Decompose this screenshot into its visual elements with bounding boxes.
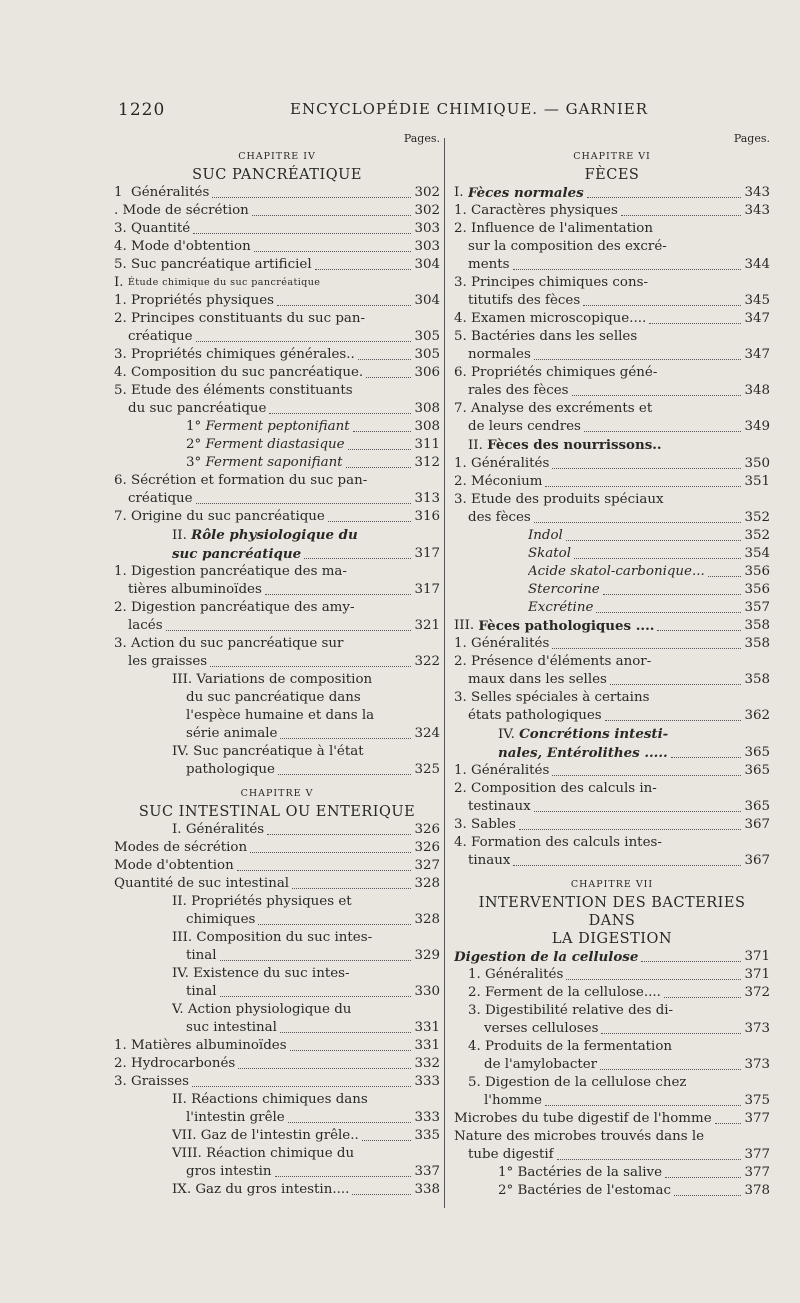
toc-entry-cont: l'homme 375 [484, 1093, 770, 1108]
toc-entry: 6. Sécrétion et formation du suc pan- [114, 473, 368, 488]
chapter-title: INTERVENTION DES BACTERIES DANS [478, 895, 746, 929]
pages-label: Pages. [403, 132, 440, 145]
toc-section-heading: III. Variations de composition [172, 672, 373, 687]
toc-section-heading: IX. Gaz du gros intestin.... 338 [172, 1182, 440, 1197]
toc-entry: 3° Ferment saponifiant 312 [186, 455, 440, 470]
toc-entry-cont: normales 347 [468, 347, 770, 362]
toc-entry-cont: du suc pancréatique 308 [128, 401, 440, 416]
toc-entry: I. Généralités 326 [172, 822, 440, 837]
toc-section-heading: IV. Suc pancréatique à l'état [172, 744, 364, 759]
toc-entry: Skatol 354 [528, 546, 770, 561]
toc-entry: 4. Mode d'obtention 303 [114, 239, 440, 254]
toc-entry: 1. Généralités 365 [454, 763, 770, 778]
toc-entry-cont: de leurs cendres 349 [468, 419, 770, 434]
toc-section-heading: VIII. Réaction chimique du [172, 1146, 355, 1161]
toc-entry: Microbes du tube digestif de l'homme 377 [454, 1111, 770, 1126]
toc-entry: 4. Composition du suc pancréatique. 306 [114, 365, 440, 380]
toc-entry-cont: du suc pancréatique dans [186, 690, 361, 705]
running-head [0, 100, 800, 124]
toc-entry: 3. Action du suc pancréatique sur [114, 636, 344, 651]
toc-entry-cont: gros intestin 337 [186, 1164, 440, 1179]
chapter-title-line2: LA DIGESTION [551, 931, 673, 947]
toc-section-heading: II. Réactions chimiques dans [172, 1092, 368, 1107]
pages-label: Pages. [733, 132, 770, 145]
toc-entry-cont: lacés 321 [128, 618, 440, 633]
toc-entry: 2. Méconium 351 [454, 474, 770, 489]
toc-entry: 4. Examen microscopique.... 347 [454, 311, 770, 326]
chapter-title: SUC INTESTINAL OU ENTERIQUE [138, 804, 416, 820]
toc-section-heading: IV. Existence du suc intes- [172, 966, 350, 981]
toc-entry: Acide skatol-carbonique... 356 [528, 564, 770, 579]
toc-entry: 2. Digestion pancréatique des amy- [114, 600, 355, 615]
toc-entry-cont: créatique 305 [128, 329, 440, 344]
toc-entry-cont: créatique 313 [128, 491, 440, 506]
toc-entry: 3. Graisses 333 [114, 1074, 440, 1089]
toc-entry: Nature des microbes trouvés dans le [454, 1129, 705, 1144]
toc-entry: 1. Généralités 350 [454, 456, 770, 471]
toc-entry: 5. Bactéries dans les selles [454, 329, 638, 344]
toc-section-heading: II. Propriétés physiques et [172, 894, 352, 909]
toc-entry-cont: l'espèce humaine et dans la [186, 708, 375, 723]
toc-entry: 3. Etude des produits spéciaux [454, 492, 664, 507]
toc-entry: 4. Formation des calculs intes- [454, 835, 662, 850]
chapter-title: SUC PANCRÉATIQUE [192, 167, 362, 183]
toc-entry-cont: tinal 330 [186, 984, 440, 999]
chapter-label: CHAPITRE IV [238, 151, 316, 162]
right-column [454, 130, 770, 1200]
toc-entry-cont: nales, Entérolithes ..... 365 [498, 745, 770, 761]
toc-section-heading: V. Action physiologique du [172, 1002, 352, 1017]
column-divider [444, 138, 445, 1208]
toc-entry-cont: chimiques 328 [186, 912, 440, 927]
toc-entry: 1. Digestion pancréatique des ma- [114, 564, 347, 579]
toc-entry: 7. Analyse des excréments et [454, 401, 653, 416]
toc-entry: 2. Hydrocarbonés 332 [114, 1056, 440, 1071]
toc-entry: 5. Etude des éléments constituants [114, 383, 353, 398]
left-column [114, 130, 440, 1199]
toc-entry: Quantité de suc intestinal 328 [114, 876, 440, 891]
chapter-label: CHAPITRE VII [570, 879, 654, 890]
running-title: ENCYCLOPÉDIE CHIMIQUE. — GARNIER [290, 100, 649, 118]
toc-entry: 2. Ferment de la cellulose.... 372 [468, 985, 770, 1000]
toc-entry: 2. Présence d'éléments anor- [454, 654, 652, 669]
toc-entry-cont: suc pancréatique 317 [172, 546, 440, 562]
toc-entry: 1. Propriétés physiques 304 [114, 293, 440, 308]
toc-section-heading: VII. Gaz de l'intestin grêle.. 335 [172, 1128, 440, 1143]
chapter-title: FÈCES [584, 167, 640, 183]
toc-entry: 2. Principes constituants du suc pan- [114, 311, 366, 326]
toc-entry: 2. Influence de l'alimentation [454, 221, 653, 236]
toc-entry-cont: pathologique 325 [186, 762, 440, 777]
toc-entry: 1. Généralités 371 [468, 967, 770, 982]
toc-entry: 5. Suc pancréatique artificiel 304 [114, 257, 440, 272]
toc-entry: 3. Digestibilité relative des di- [468, 1003, 674, 1018]
toc-entry: 1. Caractères physiques 343 [454, 203, 770, 218]
toc-entry: 2. Composition des calculs in- [454, 781, 657, 796]
toc-entry-cont: tières albuminoïdes 317 [128, 582, 440, 597]
toc-section-heading: III. Composition du suc intes- [172, 930, 373, 945]
toc-entry-cont: tube digestif 377 [468, 1147, 770, 1162]
toc-section-heading: II. Rôle physiologique du [172, 527, 358, 543]
toc-entry-cont: sur la composition des excré- [468, 239, 667, 254]
toc-entry-cont: série animale 324 [186, 726, 440, 741]
toc-entry: 1. Généralités 358 [454, 636, 770, 651]
toc-entry-cont: états pathologiques 362 [468, 708, 770, 723]
toc-entry-cont: rales des fèces 348 [468, 383, 770, 398]
toc-entry: Stercorine 356 [528, 582, 770, 597]
toc-entry: Indol 352 [528, 528, 770, 543]
toc-entry: Modes de sécrétion 326 [114, 840, 440, 855]
toc-section-heading: II. Fèces des nourrissons.. [468, 437, 662, 453]
toc-entry: 3. Principes chimiques cons- [454, 275, 648, 290]
toc-entry: 3. Propriétés chimiques générales.. 305 [114, 347, 440, 362]
toc-entry: 3. Sables 367 [454, 817, 770, 832]
toc-entry: 1. Matières albuminoïdes 331 [114, 1038, 440, 1053]
toc-entry: 1° Bactéries de la salive 377 [498, 1165, 770, 1180]
toc-entry: 2° Bactéries de l'estomac 378 [498, 1183, 770, 1198]
toc-section-heading: Digestion de la cellulose 371 [454, 949, 770, 965]
toc-entry: Mode d'obtention 327 [114, 858, 440, 873]
toc-entry-cont: testinaux 365 [468, 799, 770, 814]
toc-entry: 1 Généralités 302 [114, 185, 440, 200]
toc-section-heading: III. Fèces pathologiques .... 358 [454, 618, 770, 634]
toc-entry-cont: de l'amylobacter 373 [484, 1057, 770, 1072]
toc-entry-cont: ments 344 [468, 257, 770, 272]
toc-section-heading: I. Fèces normales 343 [454, 185, 770, 201]
toc-entry-cont: maux dans les selles 358 [468, 672, 770, 687]
toc-entry: 1° Ferment peptonifiant 308 [186, 419, 440, 434]
toc-entry: 3. Selles spéciales à certains [454, 690, 650, 705]
toc-entry: 7. Origine du suc pancréatique 316 [114, 509, 440, 524]
chapter-label: CHAPITRE V [240, 788, 314, 799]
toc-entry: 2° Ferment diastasique 311 [186, 437, 440, 452]
page-number: 1220 [118, 100, 166, 120]
toc-entry-cont: tinal 329 [186, 948, 440, 963]
toc-entry-cont: tinaux 367 [468, 853, 770, 868]
toc-section-heading: I. Étude chimique du suc pancréatique [114, 275, 321, 290]
toc-section-heading: IV. Concrétions intesti- [498, 726, 669, 742]
toc-entry-cont: verses celluloses 373 [484, 1021, 770, 1036]
chapter-label: CHAPITRE VI [573, 151, 651, 162]
toc-entry-cont: les graisses 322 [128, 654, 440, 669]
toc-entry-cont: l'intestin grêle 333 [186, 1110, 440, 1125]
toc-entry: 6. Propriétés chimiques géné- [454, 365, 658, 380]
toc-entry: . Mode de sécrétion 302 [114, 203, 440, 218]
toc-entry-cont: titutifs des fèces 345 [468, 293, 770, 308]
toc-entry: 3. Quantité 303 [114, 221, 440, 236]
toc-entry-cont: suc intestinal 331 [186, 1020, 440, 1035]
toc-entry: 5. Digestion de la cellulose chez [468, 1075, 687, 1090]
toc-entry: 4. Produits de la fermentation [468, 1039, 673, 1054]
toc-entry-cont: des fèces 352 [468, 510, 770, 525]
toc-entry: Excrétine 357 [528, 600, 770, 615]
